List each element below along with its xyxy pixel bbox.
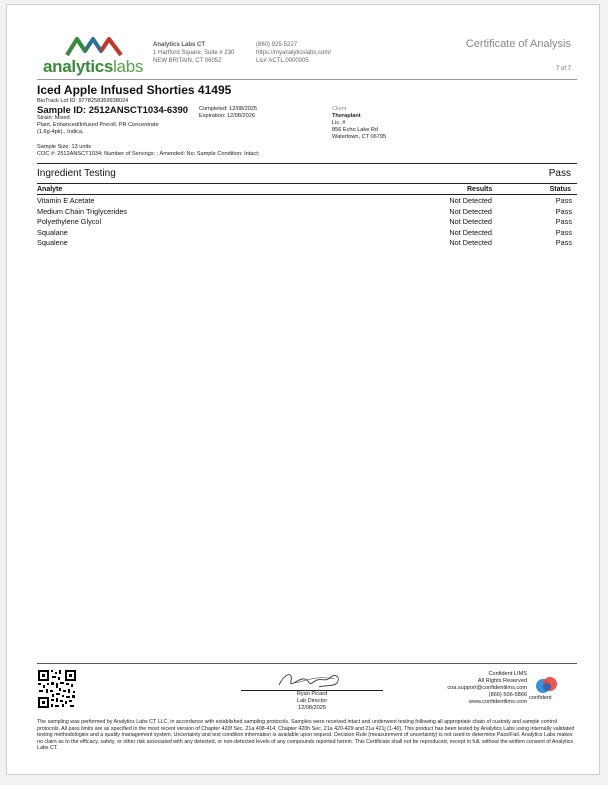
table-row xyxy=(37,238,572,249)
coc-line: COC #: 2512ANSCT1034; Number of Servings: ; Amended: No; Sample Condition: Intact; xyxy=(37,151,260,157)
sample-id: Sample ID: 2512ANSCT1034-6390 xyxy=(37,105,189,116)
document-title: Certificate of Analysis xyxy=(465,38,571,50)
signatory: Ryan Picard Lab Director 12/08/2025 xyxy=(296,691,328,711)
lab-contact: (860) 925-5227 https://myanalyticslabs.com/ Lic# ACTL.0000005 xyxy=(256,42,332,64)
coa-page xyxy=(6,4,600,775)
section-divider xyxy=(37,183,577,184)
analyte-cell: Polyethylene Glycol xyxy=(37,217,102,226)
expiration-date: Expiration: 12/08/2026 xyxy=(199,113,255,119)
header-results: Results xyxy=(467,186,493,193)
logo-wordmark: analyticslabs xyxy=(43,57,144,76)
lims-info: Confident LIMS All Rights Reserved coa.support@confidentlims.com (866) 506-5866 www.confidentlims.com xyxy=(447,671,527,705)
disclaimer: The sampling was performed by Analytics Labs CT LLC, in accordance with established sampling protocols. Samples were received intact and underwent testing following all appropriate chain of custody and sample control protocols. All pass limits are as specified in the most recent version of Chapter 420f Sec. 21a 408-414, Chapter 420h Sec. 21a 420-429 and 21a 421j (1-40). This product has been tested by Analytics Labs using internally validated testing methodologies and a quality management system. Uncertainty and test condition information is available upon request. Decision Rule (measurement of uncertainty) is not used to determine Pass/Fail. Analytics Labs makes no claim as to the efficacy, safety, or other risk associated with any detected, or non-detected levels of any compounds reported herein. This Certificate shall not be reproduced, except in full, without the written consent of Analytics Labs CT. xyxy=(37,719,575,751)
header-analyte: Analyte xyxy=(37,186,63,193)
product-name: Iced Apple Infused Shorties 41495 xyxy=(37,83,232,97)
analyte-cell: Squalane xyxy=(37,227,68,237)
table-row xyxy=(37,217,572,228)
completed-date: Completed: 12/08/2025 xyxy=(199,106,258,112)
lab-info: Analytics Labs CT 1 Hartford Square, Suite # 230 NEW BRITAIN, CT 06052 xyxy=(153,42,235,64)
sample-size: Sample Size: 13 units xyxy=(37,144,92,150)
result-cell: Not Detected xyxy=(449,227,492,237)
section-title: Ingredient Testing xyxy=(37,168,116,179)
analyte-cell: Vitamin E Acetate xyxy=(37,196,95,205)
results-table xyxy=(37,196,572,249)
analyte-cell: Squalene xyxy=(37,238,68,247)
analytics-labs-logo-icon xyxy=(65,35,125,57)
table-header-divider xyxy=(37,194,577,195)
sample-details: Strain: Mixed Plant, Enhanced/Infused Preroll, PR Concentrate (1.6g-4pk)., Indica, xyxy=(37,115,159,135)
status-cell: Pass xyxy=(555,206,572,216)
biotrack-id: BioTrack Lot ID: 9778258369938024 xyxy=(37,98,129,104)
client-block: Client Theraplant Lic. # 856 Echo Lake Rd Watertown, CT 06795 xyxy=(332,106,387,140)
result-cell: Not Detected xyxy=(449,196,492,205)
table-row xyxy=(37,207,572,218)
analyte-cell: Medium Chain Triglycerides xyxy=(37,206,128,216)
result-cell: Not Detected xyxy=(449,206,492,216)
table-row xyxy=(37,196,572,207)
signature-icon xyxy=(275,669,347,691)
status-cell: Pass xyxy=(555,196,572,205)
result-cell: Not Detected xyxy=(449,217,492,226)
table-row xyxy=(37,228,572,239)
page-number: 7 of 7 xyxy=(555,66,571,72)
confident-logo-text: confident xyxy=(529,695,552,701)
section-status: Pass xyxy=(548,168,571,179)
header-divider xyxy=(37,79,577,80)
footer-divider xyxy=(37,663,577,664)
qr-code-icon xyxy=(37,669,77,709)
status-cell: Pass xyxy=(555,217,572,226)
status-cell: Pass xyxy=(555,227,572,237)
status-cell: Pass xyxy=(555,238,572,247)
header-status: Status xyxy=(549,186,571,193)
result-cell: Not Detected xyxy=(449,238,492,247)
section-divider-top xyxy=(37,163,577,164)
confident-logo-icon xyxy=(535,676,559,694)
